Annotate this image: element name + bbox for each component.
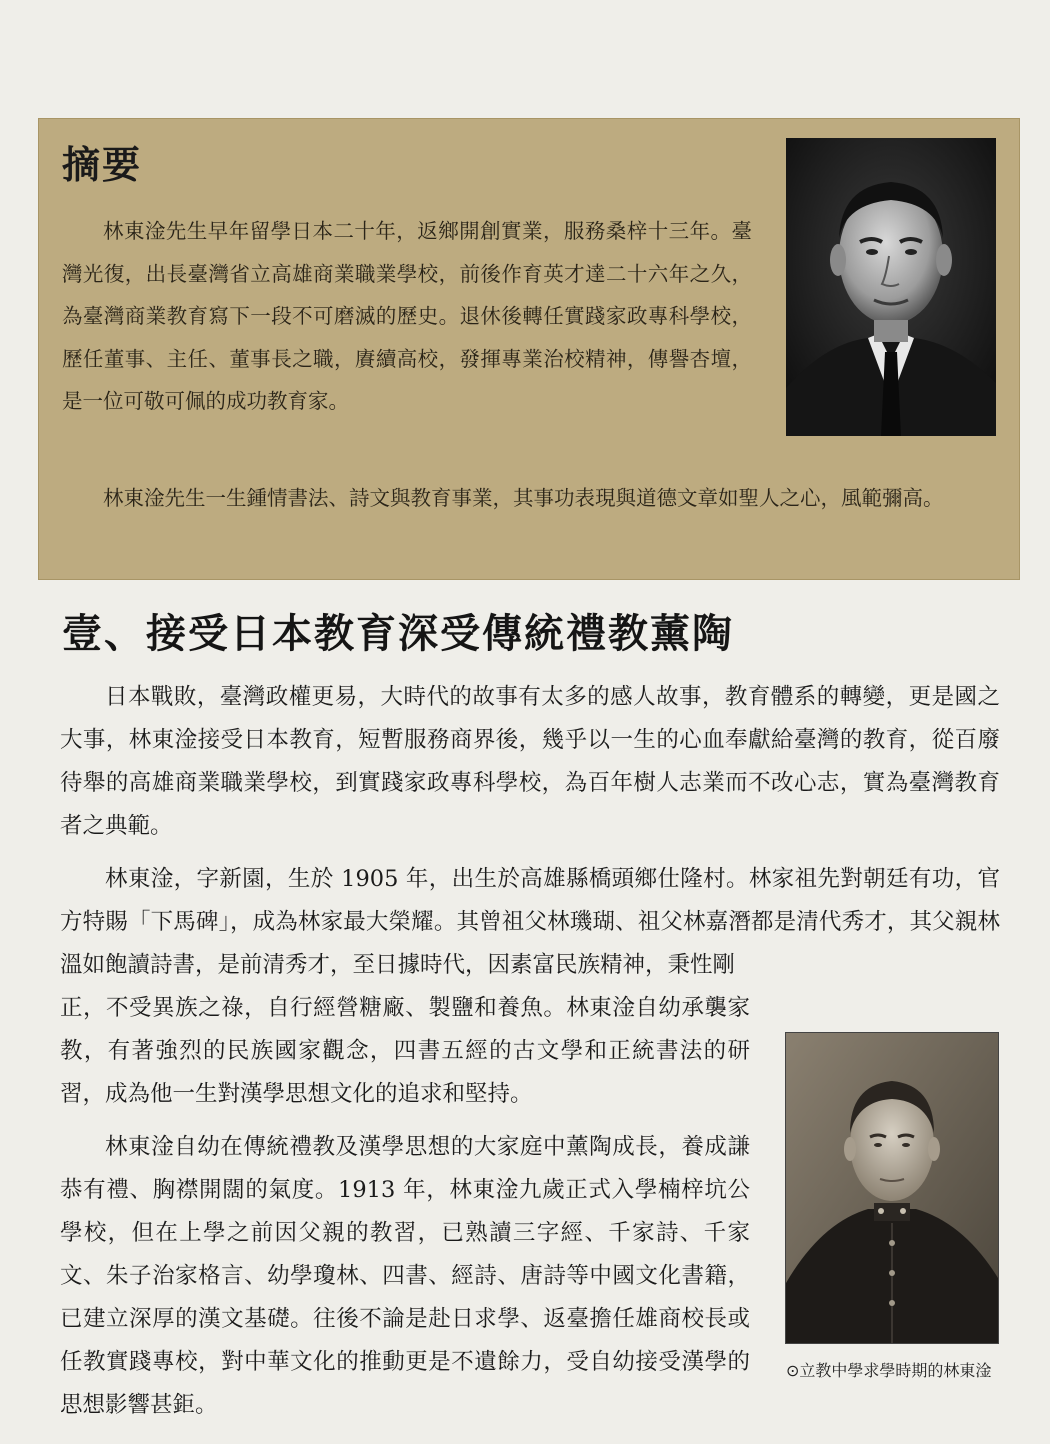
portrait-photo-adult <box>786 138 996 436</box>
portrait-photo-student <box>785 1032 999 1344</box>
section-heading: 壹、接受日本教育深受傳統禮教薰陶 <box>62 610 734 657</box>
abstract-title: 摘要 <box>62 142 143 187</box>
section-paragraph-3: 林東淦自幼在傳統禮教及漢學思想的大家庭中薰陶成長，養成謙恭有禮、胸襟開闊的氣度。1913 年，林東淦九歲正式入學楠梓坑公學校，但在上學之前因父親的教習，已熟讀三字經、千家詩、千家文、朱子治家格言、幼學瓊林、四書、經詩、唐詩等中國文化書籍，已建立深厚的漢文基礎。往後不論是赴日求學、返臺擔任雄商校長或任教實踐專校，對中華文化的推動更是不遺餘力，受自幼接受漢學的思想影響甚鉅。 <box>60 1134 750 1418</box>
abstract-paragraph-1: 林東淦先生早年留學日本二十年，返鄉開創實業，服務桑梓十三年。臺灣光復，出長臺灣省立高雄商業職業學校，前後作育英才達二十六年之久，為臺灣商業教育寫下一段不可磨滅的歷史。退休後轉任實踐家政專科學校，歷任董事、主任、董事長之職，賡續高校，發揮專業治校精神，傳譽杏壇，是一位可敬可佩的成功教育家。 <box>62 219 752 413</box>
section-paragraph-2-continued: 正，不受異族之祿，自行經營糖廠、製鹽和養魚。林東淦自幼承襲家教，有著強烈的民族國家觀念，四書五經的古文學和正統書法的研習，成為他一生對漢學思想文化的追求和堅持。 <box>60 995 750 1107</box>
section-paragraph-2: 林東淦，字新園，生於 1905 年，出生於高雄縣橋頭鄉仕隆村。林家祖先對朝廷有功，官方特賜「下馬碑」，成為林家最大榮耀。其曾祖父林璣瑚、祖父林嘉潛都是清代秀才，其父親林溫如飽讀詩書，是前清秀才，至日據時代，因素富民族精神，秉性剛 <box>60 866 1000 978</box>
photo-caption: ⊙立教中學求學時期的林東淦 <box>786 1361 992 1380</box>
section-paragraph-1: 日本戰敗，臺灣政權更易，大時代的故事有太多的感人故事，教育體系的轉變，更是國之大事，林東淦接受日本教育，短暫服務商界後，幾乎以一生的心血奉獻給臺灣的教育，從百廢待舉的高雄商業職業學校，到實踐家政專科學校，為百年樹人志業而不改心志，實為臺灣教育者之典範。 <box>60 684 1000 839</box>
abstract-paragraph-2: 林東淦先生一生鍾情書法、詩文與教育事業，其事功表現與道德文章如聖人之心，風範彌高。 <box>103 486 944 510</box>
